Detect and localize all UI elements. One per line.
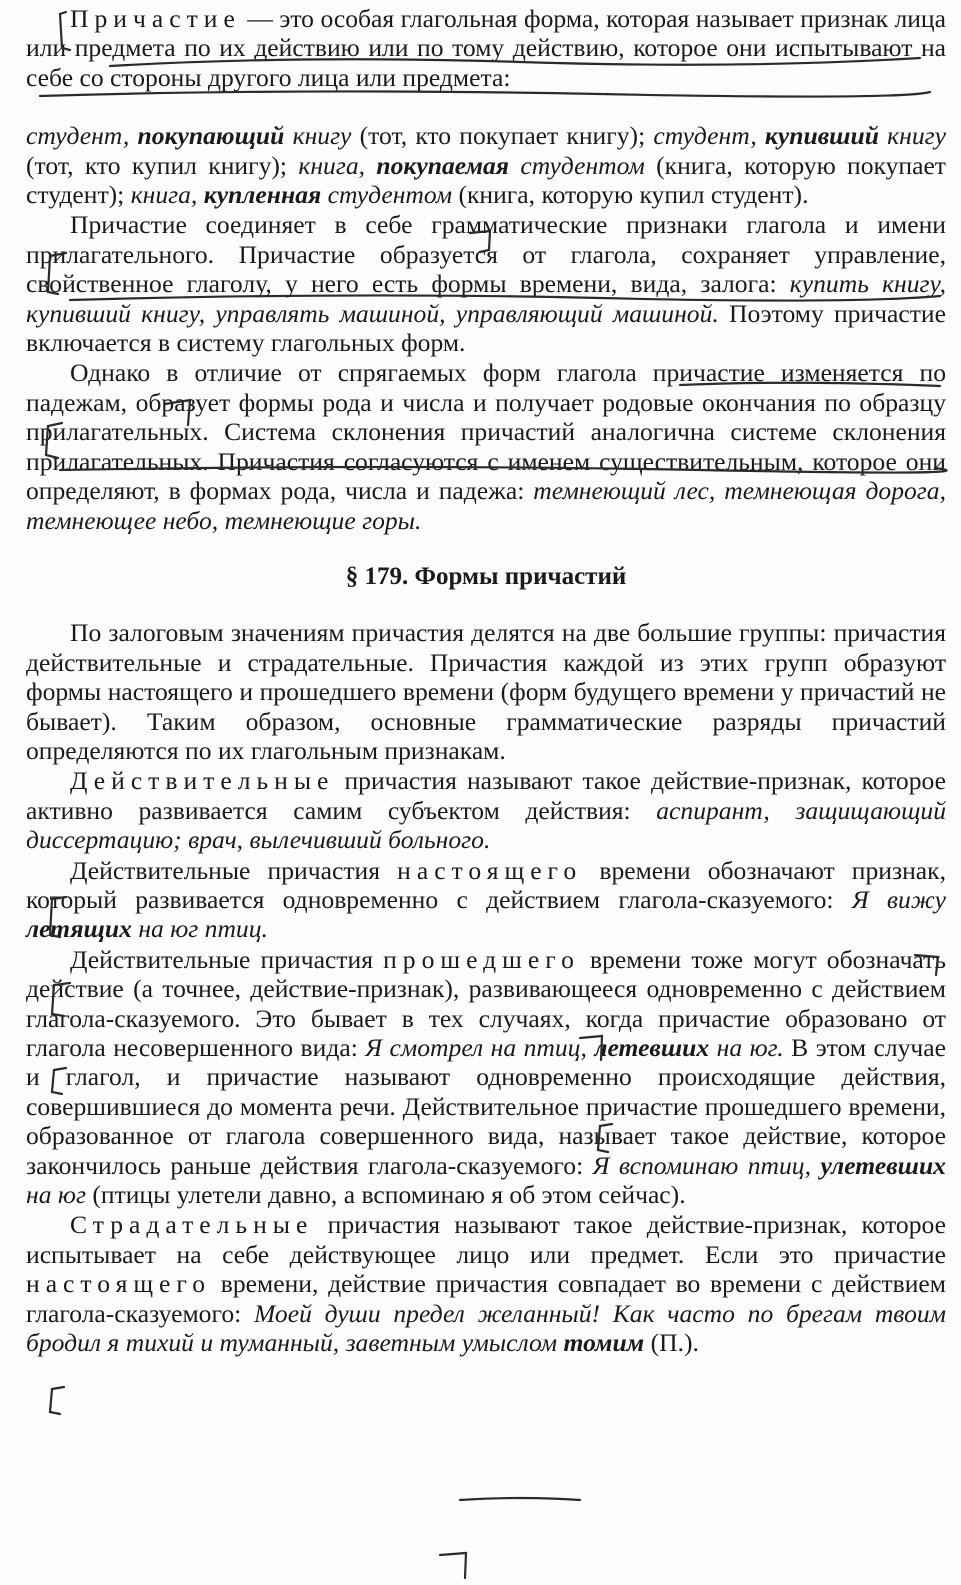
spaced-term-run: Действительные xyxy=(70,766,335,796)
paragraph-active-past xyxy=(26,945,946,1210)
section-heading: § 179. Формы причастий xyxy=(345,562,627,590)
bold-italic-run: летевших xyxy=(594,1033,710,1062)
text-run: причастия называют такое действие-признак, которое испытывает на себе действующее лицо или предмет. Если это причастие xyxy=(26,1210,946,1269)
text-run: (книга, которую покупает студент); xyxy=(26,150,946,210)
bold-italic-run: покупающий xyxy=(137,121,285,151)
text-run: Поэтому причастие включается в систему глагольных форм. xyxy=(26,298,946,358)
paragraph-voice-groups: По залоговым значениям причастия делятся на две большие группы: причастия действительные и страдательные. Причастия каждой из этих групп образуют формы настоящего и прошедшего времени (форм будущего времени у причастий не бывает). Таким образом, основные грамматические разряды причастий определяются по их глагольным признакам. xyxy=(26,618,946,765)
underline-mark xyxy=(460,1498,580,1500)
text-run: времени, действие причастия совпадает во времени с действием глагола-сказуемого: xyxy=(26,1269,946,1328)
document-page xyxy=(26,4,946,1357)
paragraph-active-present xyxy=(26,856,946,944)
bold-italic-run: летящих xyxy=(26,914,132,944)
italic-run: темнеющий лес, темнеющая дорога, темнеющее небо, темнеющие горы. xyxy=(26,476,946,535)
text-run: (П.). xyxy=(644,1328,699,1358)
text-run: причастия называют такое действие-признак, которое активно развивается самим субъектом действия: xyxy=(26,766,946,825)
paragraph-grammar-features xyxy=(26,210,946,357)
bold-italic-run: улетевших xyxy=(820,1150,946,1180)
spaced-term-run: прошедшего xyxy=(383,944,580,974)
term-prichastie: Причастие xyxy=(70,4,241,33)
text-run: Причастие соединяет в себе грамматические признаки глагола и имени прилагательного. Причастие образуется от глагола, сохраняет управление, свойственное глаголу, у него есть формы времени, вида, залога: xyxy=(26,210,946,299)
italic-run: книгу xyxy=(878,121,946,151)
italic-run: книга, xyxy=(298,150,377,180)
italic-run: студент, xyxy=(653,121,765,151)
spaced-term-run: Страдательные xyxy=(70,1210,314,1240)
text-run: В этом случае и глагол, и причастие называют одновременно происходящие действия, совершившиеся до момента речи. Действительное причастие прошедшего времени, образованное от глагола совершенного вида, называет такое действие, которое закончилось раньше действия глагола-сказуемого: xyxy=(26,1033,947,1180)
italic-run: книга, xyxy=(130,180,204,210)
italic-run: студентом xyxy=(509,150,645,180)
italic-run: на юг птиц. xyxy=(131,914,268,944)
italic-run: книгу xyxy=(284,121,352,151)
paragraph-declension xyxy=(26,358,946,534)
examples-paragraph xyxy=(26,121,946,209)
bold-italic-run: покупаемая xyxy=(376,150,509,180)
text-run: (тот, кто покупает книгу); xyxy=(351,121,654,151)
paragraph-active xyxy=(26,766,946,854)
bracket-open-mark xyxy=(50,1387,64,1414)
paragraph-passive xyxy=(26,1210,946,1357)
italic-run: аспирант, защищающий диссертацию; врач, вылечивший больного. xyxy=(26,795,946,855)
spaced-term-run: настоящего xyxy=(397,855,583,885)
italic-run: на юг. xyxy=(709,1033,784,1062)
text-run: времени тоже могут обозначать действие (а точнее, действие-признак), развивающееся одновременно с действием глагола-сказуемого. Это бывает в тех случаях, когда причастие образовано от глагола несовершенного вида: xyxy=(26,944,946,1062)
bold-italic-run: купивший xyxy=(764,121,879,151)
italic-run: Моей души предел желанный! Как часто по брегам твоим бродил я тихий и туманный, заветным умыслом xyxy=(26,1298,947,1358)
text-run: Однако в отличие от спрягаемых форм глагола причастие изменяется по падежам, образует формы рода и числа и получает родовые окончания по образцу прилагательных. Система склонения причастий аналогична системе склонения прилагательных. Причастия согласуются с именем существительным, которое они определяют, в формах рода, числа и падежа: xyxy=(26,358,946,506)
italic-run: студент, xyxy=(26,121,138,151)
definition-text: — это особая глагольная форма, которая называет признак лица или предмета по их действию или по тому действию, которое они испытывают на себе со стороны другого лица или предмета: xyxy=(26,4,946,92)
italic-run: купить книгу, купивший книгу, управлять машиной, управляющий машиной. xyxy=(26,269,947,328)
italic-run: Я вспоминаю птиц, xyxy=(592,1150,821,1180)
text-run: (птицы улетели давно, а вспоминаю я об этом сейчас). xyxy=(85,1180,686,1210)
bold-italic-run: томим xyxy=(563,1328,645,1358)
italic-run: на юг xyxy=(26,1180,86,1210)
text-run: Действительные причастия xyxy=(70,855,398,885)
spacer xyxy=(26,92,946,121)
italic-run: студентом xyxy=(321,180,453,210)
text-run: (тот, кто купил книгу); xyxy=(26,150,299,180)
definition-paragraph xyxy=(26,4,946,92)
text-run: времени обозначают признак, который развивается одновременно с действием глагола-сказуемого: xyxy=(26,855,946,914)
italic-run: Я вижу xyxy=(851,884,946,914)
spaced-term-run: настоящего xyxy=(26,1269,212,1299)
text-run: (книга, которую купил студент). xyxy=(452,180,809,210)
text-run: Действительные причастия xyxy=(70,944,384,974)
bold-italic-run: купленная xyxy=(203,180,322,210)
italic-run: Я смотрел на птиц, xyxy=(365,1033,595,1062)
bracket-close-mark xyxy=(440,1553,466,1578)
